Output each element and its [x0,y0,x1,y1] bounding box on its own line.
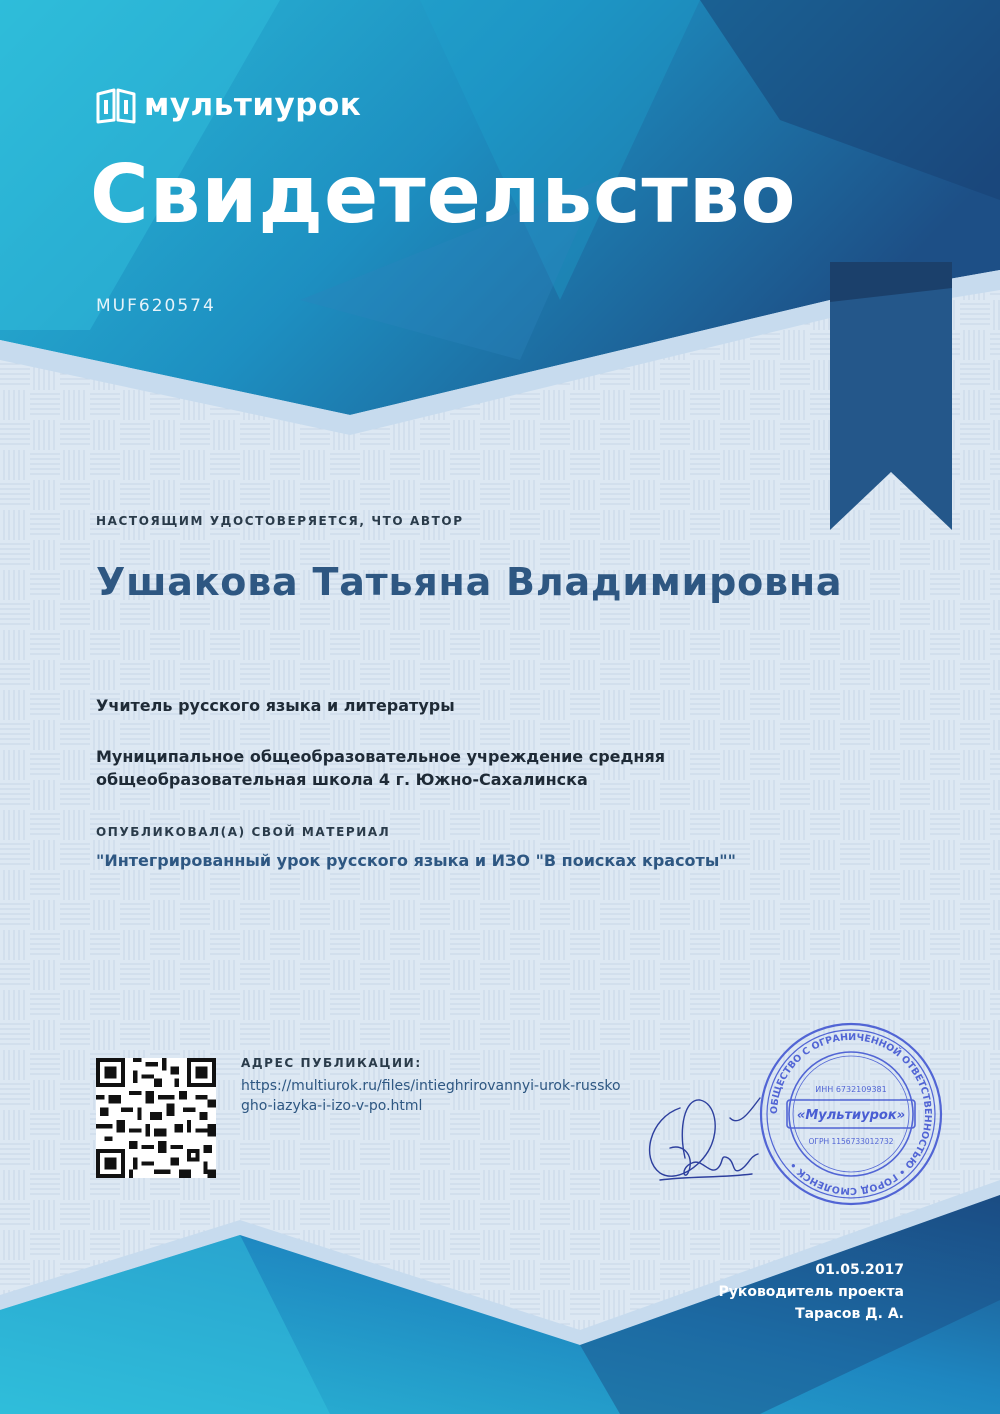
certificate-id: MUF620574 [96,296,216,316]
author-organization: Муниципальное общеобразовательное учреждение средняя общеобразовательная школа 4 г. Южно-Сахалинска [96,747,666,789]
signature-image [640,1088,770,1188]
address-label: АДРЕС ПУБЛИКАЦИИ: [241,1056,422,1070]
book-logo-icon [96,86,136,124]
issue-date: 01.05.2017 [815,1262,904,1278]
stamp-ogrn: ОГРН 1156733012732 [808,1137,894,1146]
author-name: Ушакова Татьяна Владимировна [96,560,843,604]
company-stamp [757,1020,945,1208]
ribbon-bookmark [830,262,952,530]
certificate-title: Свидетельство [90,148,797,241]
stamp-center-text: «Мультиурок» [796,1108,906,1123]
published-label: ОПУБЛИКОВАЛ(А) СВОЙ МАТЕРИАЛ [96,825,391,839]
certifies-label: НАСТОЯЩИМ УДОСТОВЕРЯЕТСЯ, ЧТО АВТОР [96,514,464,528]
stamp-ring-text: ОБЩЕСТВО С ОГРАНИЧЕННОЙ ОТВЕТСТВЕННОСТЬЮ • ГОРОД СМОЛЕНСК • [768,1031,934,1197]
qr-code[interactable] [96,1058,216,1178]
author-position: Учитель русского языка и литературы [96,696,455,715]
stamp-inn: ИНН 6732109381 [815,1085,887,1094]
brand-name: мультиурок [144,87,362,123]
publication-url[interactable]: https://multiurok.ru/files/intieghrirovannyi-urok-russkogho-iazyka-i-izo-v-po.html [241,1078,621,1114]
signatory-name: Тарасов Д. А. [795,1306,904,1322]
material-title: "Интегрированный урок русского языка и ИЗО "В поисках красоты"" [96,851,736,870]
signatory-role: Руководитель проекта [718,1284,904,1300]
brand-logo [96,86,361,124]
